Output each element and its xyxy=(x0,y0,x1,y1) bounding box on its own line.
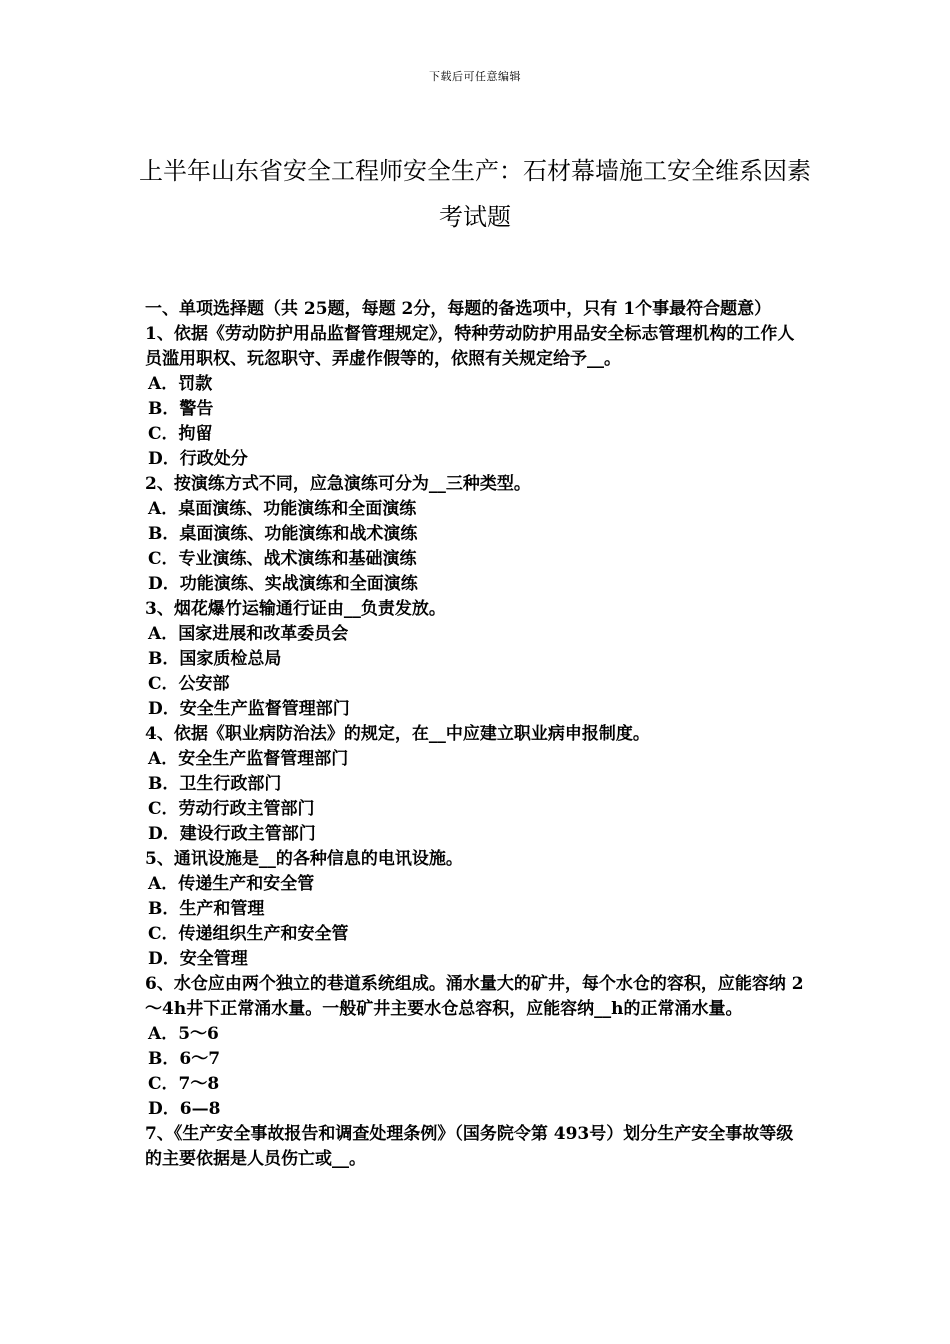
question-stem: 4、依据《职业病防治法》的规定，在__中应建立职业病申报制度。 xyxy=(145,724,650,744)
document-body xyxy=(145,297,810,1172)
option-b: B．桌面演练、功能演练和战术演练 xyxy=(148,524,418,544)
option-d: D．安全生产监督管理部门 xyxy=(148,699,350,719)
question-1 xyxy=(145,322,810,472)
question-3 xyxy=(145,597,810,722)
option-b: B．生产和管理 xyxy=(148,899,265,919)
option-b: B．警告 xyxy=(148,399,214,419)
question-stem: 3、烟花爆竹运输通行证由__负责发放。 xyxy=(145,599,446,619)
option-c: C．拘留 xyxy=(148,424,213,444)
option-b: B．国家质检总局 xyxy=(148,649,282,669)
option-b: B．卫生行政部门 xyxy=(148,774,282,794)
option-a: A．5～6 xyxy=(148,1024,219,1044)
question-6 xyxy=(145,972,810,1122)
question-7 xyxy=(145,1122,810,1172)
option-a: A．桌面演练、功能演练和全面演练 xyxy=(148,499,417,519)
option-c: C．传递组织生产和安全管 xyxy=(148,924,349,944)
question-4 xyxy=(145,722,810,847)
option-a: A．传递生产和安全管 xyxy=(148,874,315,894)
question-stem: 1、依据《劳动防护用品监督管理规定》，特种劳动防护用品安全标志管理机构的工作人员滥用职权、玩忽职守、弄虚作假等的，依照有关规定给予__。 xyxy=(145,324,795,369)
option-c: C．公安部 xyxy=(148,674,230,694)
option-c: C．劳动行政主管部门 xyxy=(148,799,315,819)
option-d: D．建设行政主管部门 xyxy=(148,824,316,844)
question-stem: 2、按演练方式不同，应急演练可分为__三种类型。 xyxy=(145,474,531,494)
option-d: D．安全管理 xyxy=(148,949,248,969)
option-d: D．6—8 xyxy=(148,1099,221,1119)
option-a: A．安全生产监督管理部门 xyxy=(148,749,349,769)
section-heading: 一、单项选择题（共 25题，每题 2分，每题的备选项中，只有 1个事最符合题意） xyxy=(145,299,772,319)
option-b: B．6～7 xyxy=(148,1049,221,1069)
option-a: A．国家进展和改革委员会 xyxy=(148,624,349,644)
header-note: 下载后可任意编辑 xyxy=(429,70,521,83)
option-c: C．7～8 xyxy=(148,1074,220,1094)
option-d: D．行政处分 xyxy=(148,449,248,469)
question-stem: 7、《生产安全事故报告和调查处理条例》（国务院令第 493号）划分生产安全事故等级的主要依据是人员伤亡或__。 xyxy=(145,1124,794,1169)
question-2 xyxy=(145,472,810,597)
document-title: 上半年山东省安全工程师安全生产：石材幕墙施工安全维系因素考试题 xyxy=(139,157,811,231)
option-d: D．功能演练、实战演练和全面演练 xyxy=(148,574,418,594)
option-a: A．罚款 xyxy=(148,374,213,394)
question-stem: 6、水仓应由两个独立的巷道系统组成。涌水量大的矿井，每个水仓的容积，应能容纳 2～4h井下正常涌水量。一般矿井主要水仓总容积，应能容纳__h的正常涌水量。 xyxy=(145,974,804,1019)
question-5 xyxy=(145,847,810,972)
option-c: C．专业演练、战术演练和基础演练 xyxy=(148,549,417,569)
question-stem: 5、通讯设施是__的各种信息的电讯设施。 xyxy=(145,849,463,869)
